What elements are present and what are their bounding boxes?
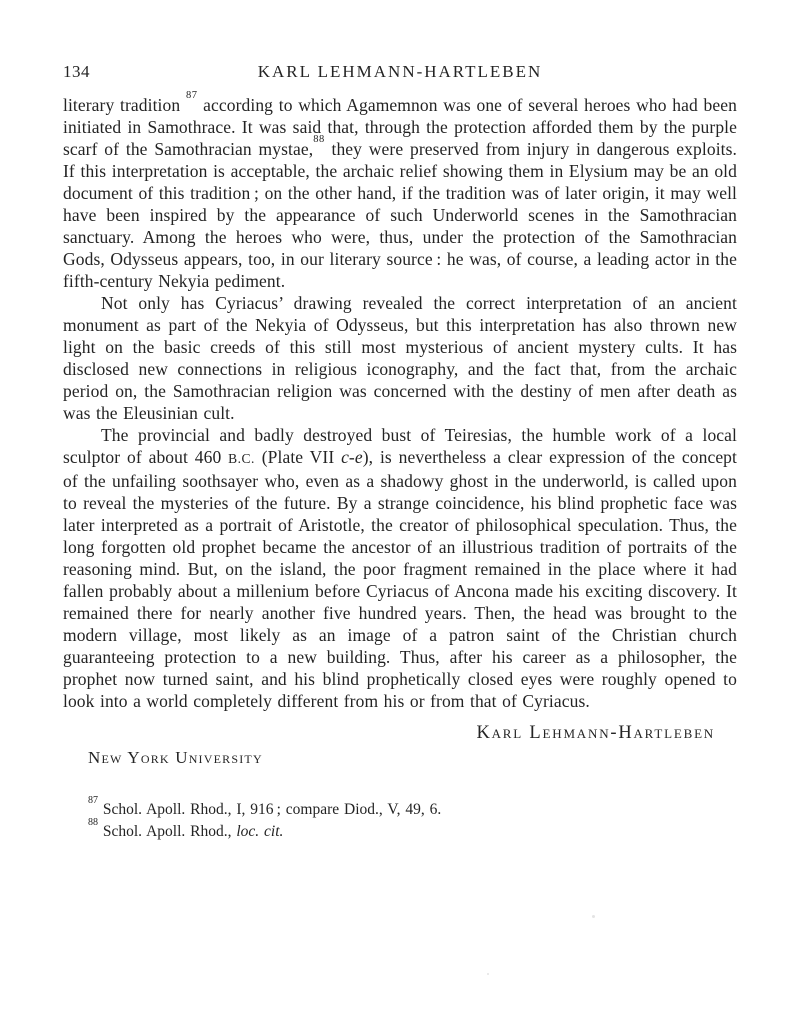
footnote-88 — [63, 816, 737, 843]
footnote-88-text: Schol. Apoll. Rhod., — [102, 823, 237, 840]
footnote-88-italic: loc. cit. — [236, 823, 284, 840]
scan-speck — [592, 915, 595, 918]
page-header — [63, 62, 737, 82]
bc-abbreviation: B.C. — [228, 451, 255, 466]
article-body — [63, 90, 737, 843]
paragraph-1-text: literary tradition — [63, 95, 186, 115]
affiliation-name: New York University — [88, 748, 263, 767]
footnote-87 — [63, 794, 737, 821]
paragraph-1-text: they were preserved from injury in dangerous exploits. If this interpretation is acceptable, the archaic relief showing them in Elysium may be an old document of this tradition ; on the other hand, if the tradition was of later origin, it may well have been inspired by the appearance of such Underworld scenes in the Samothracian sanctuary. Among the heroes who were, thus, under the protection of the Samothracian Gods, Odysseus appears, too, in our literary source : he was, of course, a leading actor in the fifth-century Nekyia pediment. — [63, 139, 737, 291]
running-title: KARL LEHMANN-HARTLEBEN — [257, 62, 543, 81]
paragraph-3-text: ), is nevertheless a clear expression of the concept of the unfailing soothsayer who, even as a shadowy ghost in the underworld, is called upon to reveal the mysteries of the future. By a strange coincidence, his blind prophetic face was later interpreted as a portrait of Aristotle, the creator of philosophical speculation. Thus, the long forgotten old prophet became the ancestor of an illustrious tradition of portraits of the reasoning mind. But, on the island, the poor fragment remained in the place where it had fallen probably about a millenium before Cyriacus of Ancona made his exciting discovery. It remained there for nearly another five hundred years. Then, the head was brought to the modern village, most likely as an image of a patron saint of the Christian church guaranteeing protection to a new building. Thus, after his career as a philosopher, the prophet now turned saint, and his blind prophetically closed eyes were roughly opened to look into a world completely different from his or from that of Cyriacus. — [63, 447, 737, 711]
author-name: Karl Lehmann-Hartleben — [476, 723, 715, 743]
footnote-marker-87: 87 — [88, 794, 98, 806]
paragraph-3-text: (Plate VII — [254, 447, 342, 467]
paragraph-1-text: according to which Agamemnon was one of several heroes who had been initiated in Samothrace. It was said that, through the protection afforded them by the purple scarf of the Samothracian mystae, — [63, 95, 737, 159]
footnote-marker-88: 88 — [88, 816, 98, 828]
plate-reference: c-e — [341, 447, 363, 467]
author-affiliation — [63, 748, 737, 768]
paragraph-3 — [63, 424, 737, 712]
footnote-ref-88: 88 — [313, 134, 325, 146]
page-number: 134 — [63, 62, 90, 81]
paragraph-3-text: The provincial and badly destroyed bust of Teiresias, the humble work of a local sculptor of about 460 — [63, 425, 737, 467]
scan-speck — [487, 973, 489, 975]
footnote-ref-87: 87 — [185, 90, 198, 102]
paragraph-2 — [63, 292, 737, 424]
footnote-87-text: Schol. Apoll. Rhod., I, 916 ; compare Diod., V, 49, 6. — [102, 801, 442, 818]
paragraph-2-text: Not only has Cyriacus’ drawing revealed the correct interpretation of an ancient monument as part of the Nekyia of Odysseus, but this interpretation has also thrown new light on the basic creeds of this still most mysterious of ancient mystery cults. It has disclosed new connections in religious iconography, and the fact that, from the archaic period on, the Samothracian religion was concerned with the destiny of men after death as was the Eleusinian cult. — [63, 293, 737, 423]
footnotes-section — [63, 794, 737, 843]
paragraph-1 — [63, 90, 737, 292]
author-signature — [63, 723, 737, 744]
